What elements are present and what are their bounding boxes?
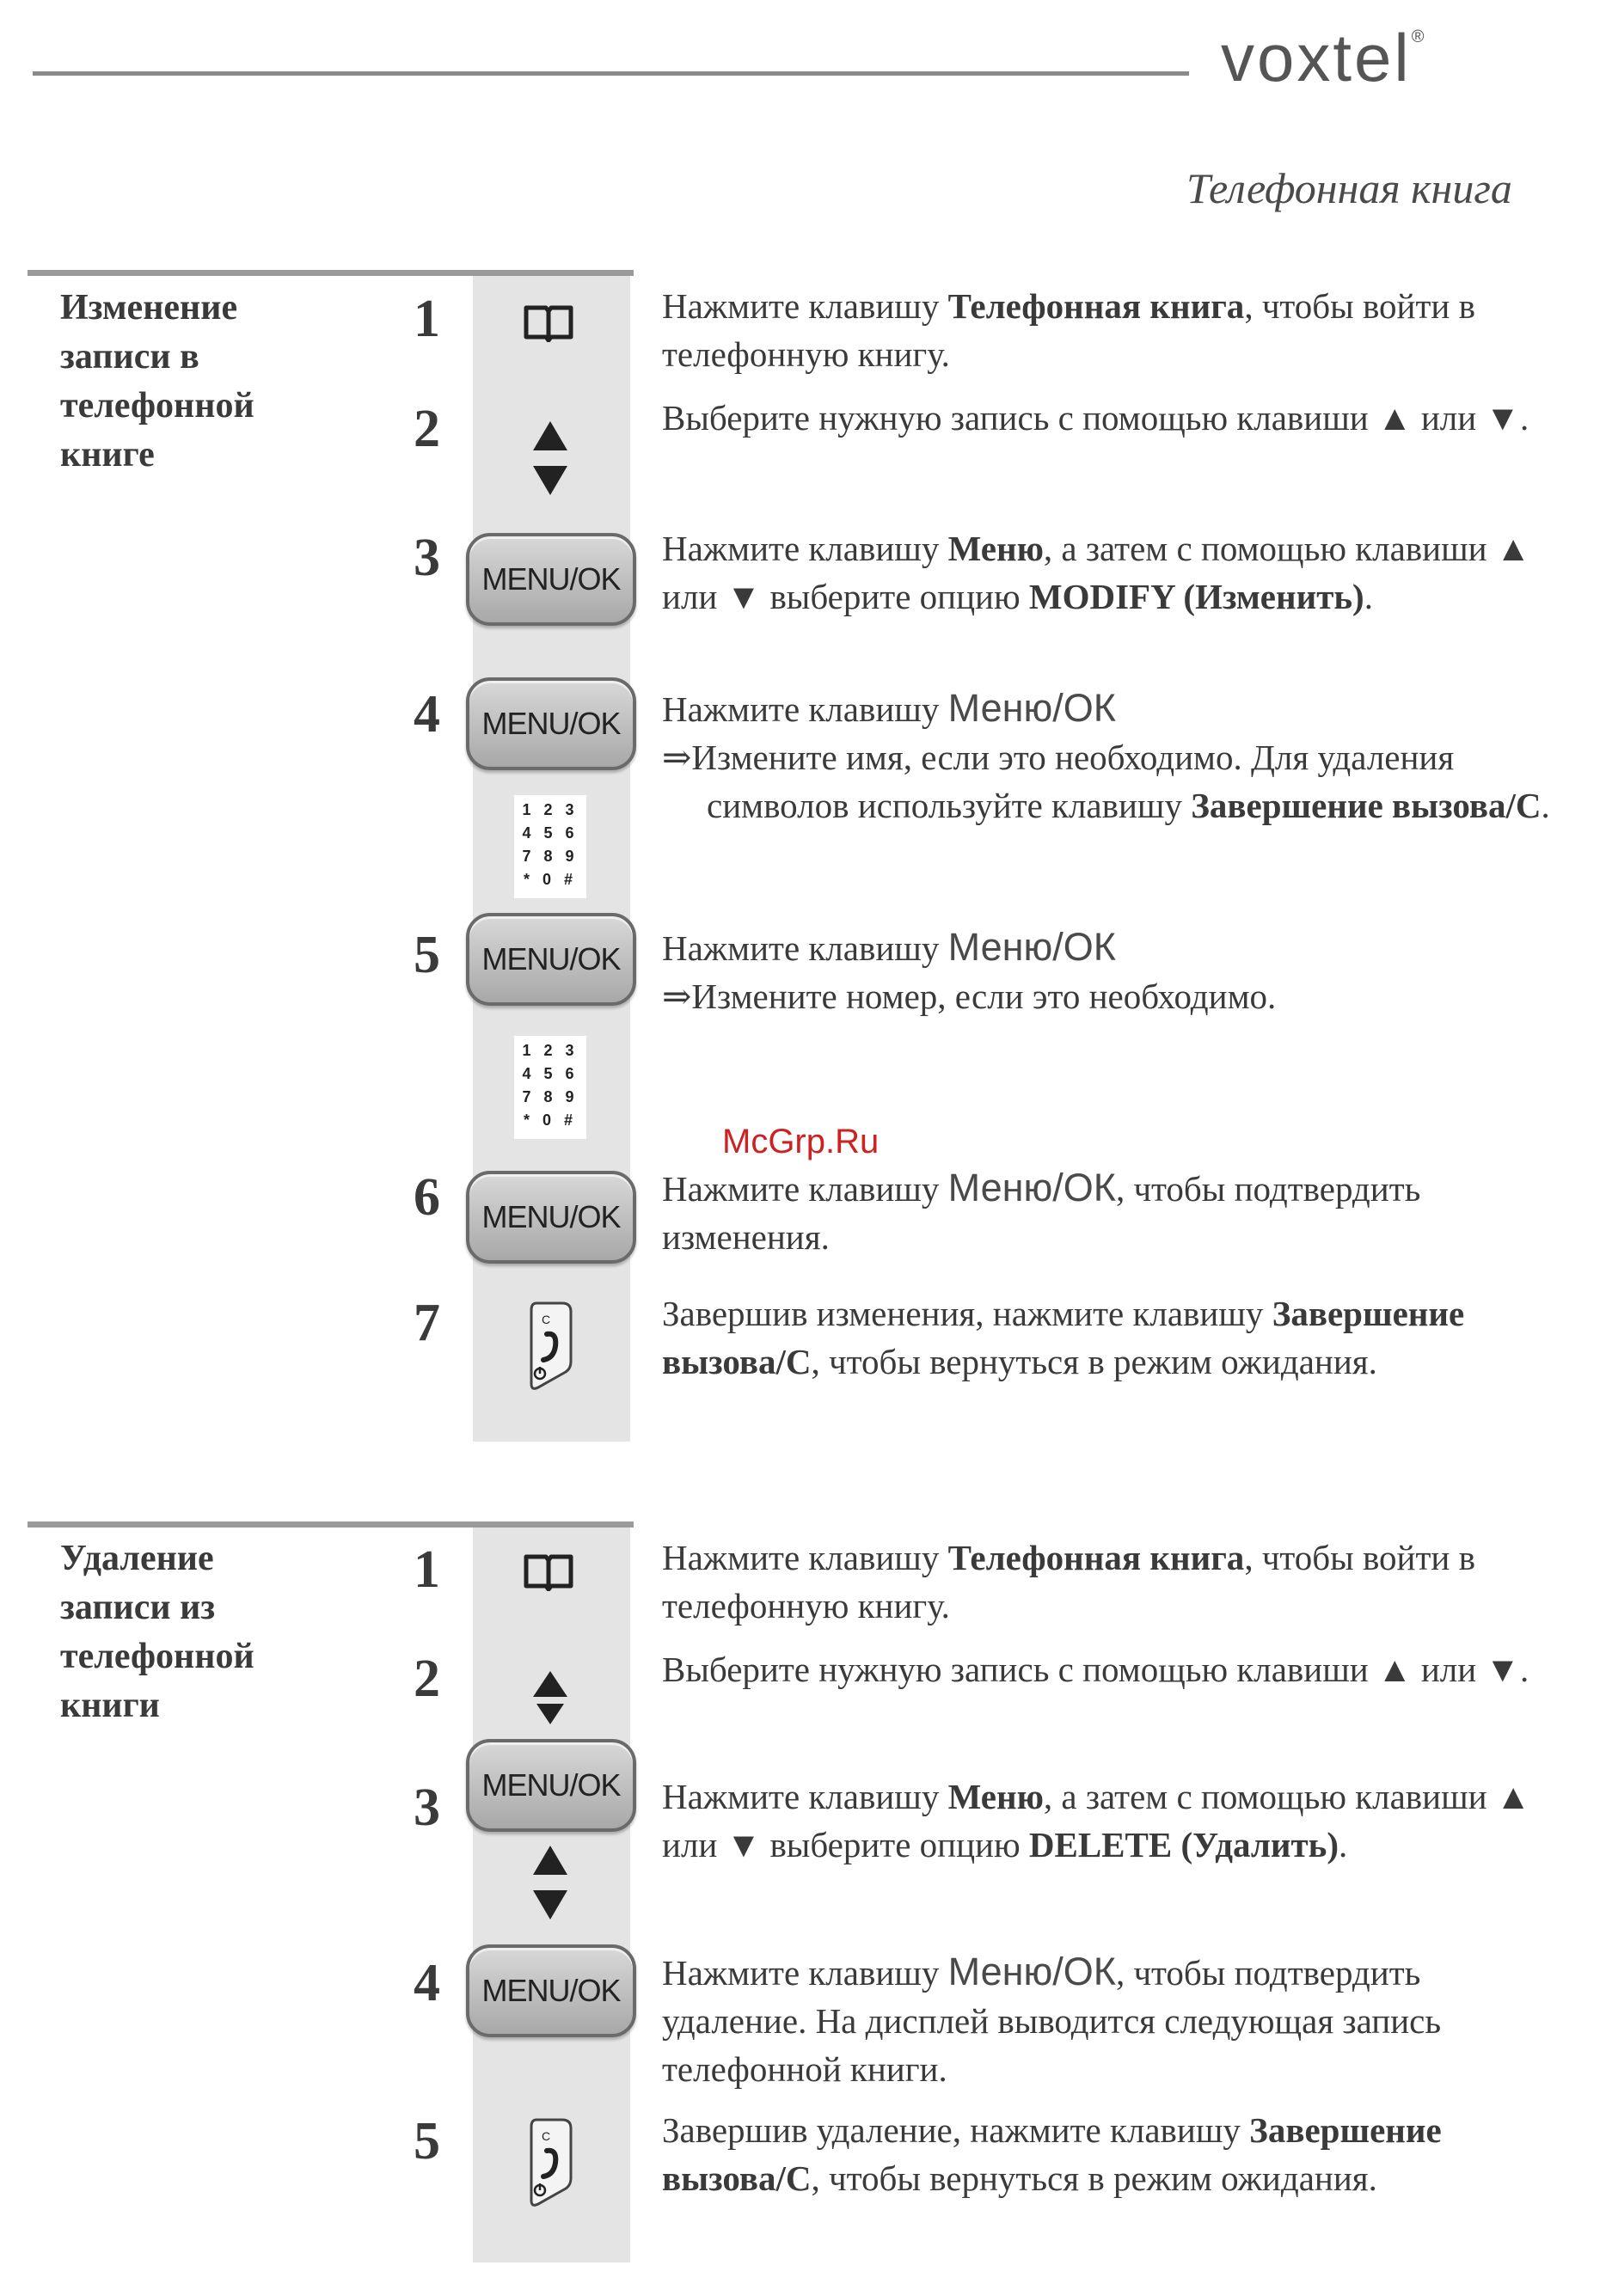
step-number: 7 — [414, 1294, 440, 1352]
step-number: 6 — [414, 1168, 440, 1227]
menu-ok-key: MENU/OK — [466, 1944, 636, 2037]
section-2-label: Удаление записи из телефонной книги — [60, 1539, 254, 1725]
step-number: 4 — [414, 1954, 440, 2012]
menu-ok-key: MENU/OK — [466, 1739, 636, 1832]
section-1-rule — [28, 270, 634, 276]
step-instruction: Нажмите клавишу Меню/ОК ⇒Измените номер, если это необходимо. — [662, 925, 1277, 1016]
menu-ok-key: MENU/OK — [466, 1171, 636, 1264]
step-instruction: Завершив удаление, нажмите клавишу Завершение вызова/С, чтобы вернуться в режим ожидания. — [662, 2110, 1442, 2198]
step-instruction: Нажмите клавишу Меню/ОК ⇒Измените имя, если это необходимо. Для удаления символов используйте клавишу Завершение вызова/С. — [662, 686, 1550, 825]
watermark: McGrp.Ru — [722, 1123, 880, 1160]
step-number: 5 — [414, 2112, 440, 2170]
step-number: 3 — [414, 1779, 440, 1837]
step-number: 1 — [414, 1540, 440, 1599]
menu-ok-key: MENU/OK — [466, 677, 636, 770]
up-down-arrows-icon — [531, 1669, 569, 1724]
step-instruction: Нажмите клавишу Меню, а затем с помощью клавиши ▲ или ▼ выберите опцию DELETE (Удалить). — [662, 1777, 1531, 1864]
menu-ok-key: MENU/OK — [466, 913, 636, 1006]
phonebook-icon — [523, 303, 574, 342]
step-number: 2 — [414, 1650, 440, 1708]
step-instruction: Нажмите клавишу Телефонная книга, чтобы войти в телефонную книгу. — [662, 1538, 1475, 1626]
header-rule — [33, 71, 1189, 76]
step-number: 5 — [414, 926, 440, 984]
up-down-arrows-icon — [531, 419, 569, 497]
step-number: 3 — [414, 529, 440, 587]
section-title: Телефонная книга — [1186, 164, 1512, 212]
end-call-icon — [524, 1298, 576, 1393]
step-instruction: Выберите нужную запись с помощью клавиши ▲ или ▼. — [662, 398, 1529, 438]
svg-text:C: C — [542, 2129, 551, 2143]
up-down-arrows-icon — [531, 1844, 569, 1921]
phonebook-icon — [523, 1552, 574, 1591]
step-instruction: Нажмите клавишу Телефонная книга, чтобы войти в телефонную книгу. — [662, 286, 1475, 374]
end-call-icon — [524, 2115, 576, 2209]
step-number: 2 — [414, 400, 440, 458]
section-2-rule — [28, 1521, 634, 1528]
keypad-icon: 1 2 3 4 5 6 7 8 9 * 0 # — [514, 1036, 586, 1139]
keypad-icon: 1 2 3 4 5 6 7 8 9 * 0 # — [514, 795, 586, 898]
step-number: 4 — [414, 685, 440, 744]
svg-text:C: C — [542, 1313, 551, 1326]
step-instruction: Нажмите клавишу Меню/ОК, чтобы подтвердить удаление. На дисплей выводится следующая запись телефонной книги. — [662, 1950, 1442, 2089]
step-instruction: Нажмите клавишу Меню/ОК, чтобы подтвердить изменения. — [662, 1166, 1421, 1257]
section-1-label: Изменение записи в телефонной книге — [60, 288, 254, 475]
step-number: 1 — [414, 290, 440, 348]
menu-ok-key: MENU/OK — [466, 533, 636, 626]
step-instruction: Выберите нужную запись с помощью клавиши ▲ или ▼. — [662, 1650, 1529, 1689]
step-instruction: Завершив изменения, нажмите клавишу Завершение вызова/С, чтобы вернуться в режим ожидания. — [662, 1294, 1465, 1381]
step-instruction: Нажмите клавишу Меню, а затем с помощью клавиши ▲ или ▼ выберите опцию MODIFY (Изменить). — [662, 529, 1531, 616]
brand-logo: voxtel® — [1221, 20, 1427, 95]
